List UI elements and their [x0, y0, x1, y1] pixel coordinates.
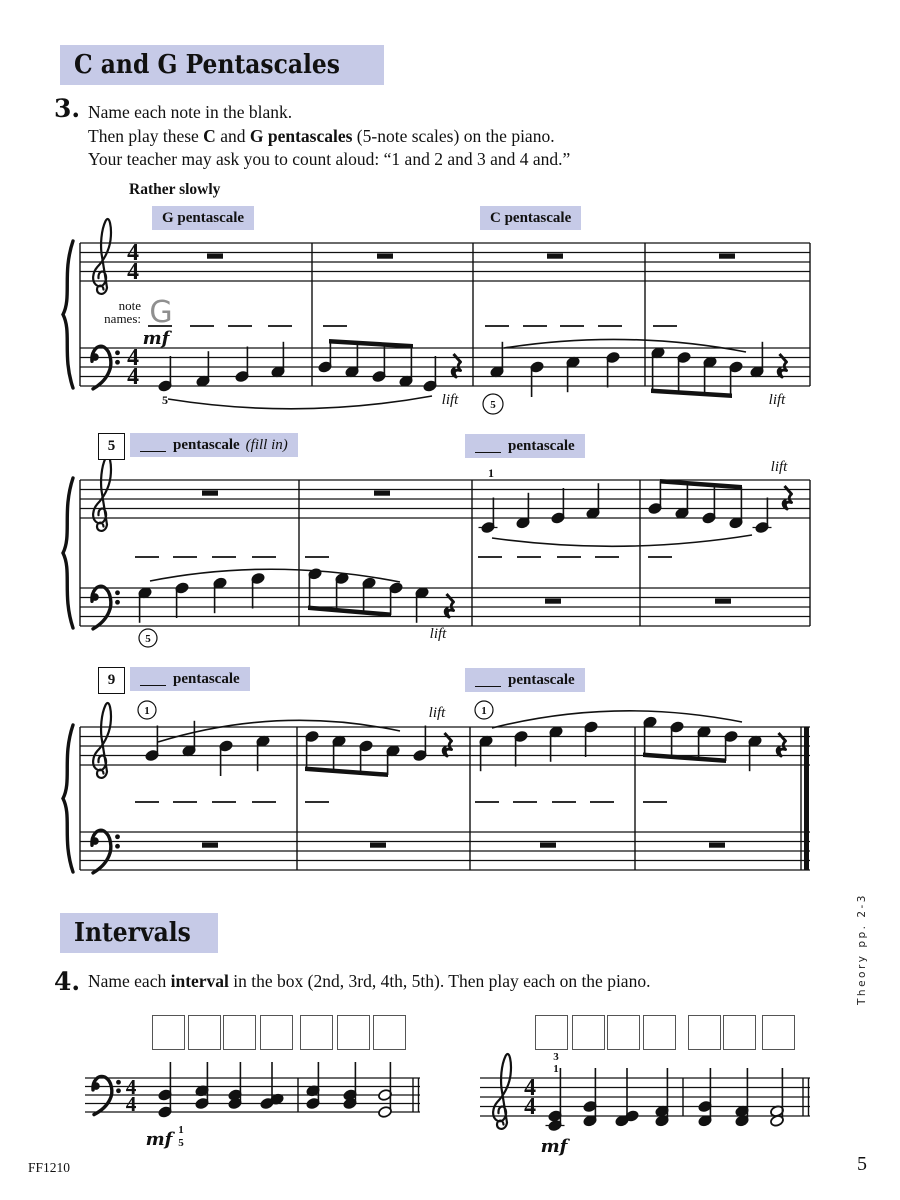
system-1 — [63, 219, 810, 414]
section-title-intervals-text: Intervals — [74, 918, 191, 948]
bass-clef-icon — [115, 360, 120, 365]
catalog-number: FF1210 — [28, 1160, 71, 1175]
slur — [492, 711, 742, 728]
time-signature-digit: 4 — [524, 1075, 536, 1101]
finger-number-5: 5 — [178, 1137, 184, 1149]
treble-clef-icon — [93, 456, 111, 531]
exercise-3-number: 3. — [54, 94, 81, 123]
treble-clef-icon — [493, 1054, 511, 1129]
note-names-label-line1: note — [118, 298, 141, 313]
interval-answer-box[interactable] — [607, 1015, 640, 1050]
section-title-pentascales-text: C and G Pentascales — [74, 50, 340, 80]
finger-circle-number: 1 — [144, 704, 150, 717]
pentascale-name-blank[interactable] — [140, 673, 166, 686]
pentascale-name-blank[interactable] — [475, 440, 501, 453]
instruction-line: Your teacher may ask you to count aloud: “1 and 2 and 3 and 4 and.” — [88, 149, 571, 169]
instruction-line: Name each note in the blank. — [88, 102, 293, 122]
time-signature-digit: 4 — [127, 345, 139, 371]
beam — [660, 479, 742, 490]
label-pentascale-word: pentascale — [173, 670, 240, 687]
note-names-label-line2: names: — [104, 311, 141, 326]
beam — [305, 767, 388, 778]
system-2 — [63, 456, 810, 647]
tempo-marking: Rather slowly — [129, 181, 221, 198]
lift-marking: lift — [770, 459, 788, 475]
whole-rest — [545, 599, 561, 604]
whole-rest — [719, 254, 735, 259]
exercise-4-number: 4. — [54, 967, 81, 996]
dynamic-mf: mf — [540, 1136, 568, 1157]
label-c-pentascale-text: C pentascale — [490, 209, 572, 226]
finger-number-1: 1 — [488, 466, 494, 480]
whole-rest — [377, 254, 393, 259]
bass-clef-icon — [92, 1082, 100, 1090]
interval-answer-box[interactable] — [688, 1015, 721, 1050]
fill-in-hint: (fill in) — [245, 436, 288, 453]
whole-rest — [547, 254, 563, 259]
bass-clef-icon — [91, 593, 99, 601]
time-signature-digit: 4 — [524, 1094, 536, 1120]
measure-number-9: 9 — [107, 672, 116, 688]
finger-circle-number: 1 — [481, 704, 487, 717]
slur — [150, 569, 400, 582]
label-g-pentascale-text: G pentascale — [162, 209, 245, 226]
whole-rest — [374, 491, 390, 496]
dynamic-mf: mf — [142, 328, 170, 349]
dynamic-mf: mf — [145, 1129, 173, 1150]
interval-answer-box[interactable] — [260, 1015, 293, 1050]
finger-number-5: 5 — [162, 393, 168, 407]
treble-clef-icon — [93, 703, 111, 778]
interval-answer-box[interactable] — [300, 1015, 333, 1050]
bass-clef-icon — [115, 590, 120, 595]
interval-answer-box[interactable] — [535, 1015, 568, 1050]
bass-clef-icon — [91, 837, 99, 845]
time-signature-digit: 4 — [125, 1092, 137, 1116]
grand-staff-brace — [63, 478, 73, 628]
finger-number-1: 1 — [553, 1063, 559, 1075]
label-c-pentascale — [480, 206, 581, 230]
measure-number-box-5 — [98, 433, 125, 460]
lift-marking: lift — [428, 705, 446, 721]
bass-clef-icon — [115, 844, 120, 849]
whole-rest — [207, 254, 223, 259]
bass-clef-icon — [115, 834, 120, 839]
whole-rest — [715, 599, 731, 604]
bass-clef-icon — [115, 350, 120, 355]
section-title-pentascales — [60, 45, 384, 85]
label-pentascale-word: pentascale — [508, 437, 575, 454]
lift-marking: lift — [441, 392, 459, 408]
interval-answer-box[interactable] — [223, 1015, 256, 1050]
note-name-answer-g: G — [149, 295, 173, 330]
instruction-line: Name each interval in the box (2nd, 3rd, 4th, 5th). Then play each on the piano. — [88, 971, 651, 991]
measure-number-box-9 — [98, 667, 125, 694]
lift-marking: lift — [768, 392, 786, 408]
bass-clef-icon — [91, 353, 99, 361]
label-pentascale-word: pentascale — [508, 671, 575, 688]
whole-rest — [370, 843, 386, 848]
finger-number-1: 1 — [178, 1124, 184, 1136]
ex4-bass-staff — [85, 1062, 420, 1150]
treble-clef-icon — [93, 219, 111, 294]
measure-number-5: 5 — [107, 438, 116, 454]
finger-circle-number: 5 — [490, 398, 496, 411]
interval-answer-box[interactable] — [188, 1015, 221, 1050]
lift-marking: lift — [429, 626, 447, 642]
label-pentascale-row3-right — [465, 668, 585, 692]
pentascale-name-blank[interactable] — [140, 439, 166, 452]
time-signature-digit: 4 — [125, 1075, 137, 1099]
beam — [329, 339, 413, 349]
label-g-pentascale — [152, 206, 254, 230]
bass-clef-icon — [115, 600, 120, 605]
time-signature-digit: 4 — [127, 364, 139, 390]
interval-answer-box[interactable] — [762, 1015, 795, 1050]
whole-rest — [709, 843, 725, 848]
interval-answer-box[interactable] — [723, 1015, 756, 1050]
time-signature-digit: 4 — [127, 259, 139, 285]
label-pentascale-word: pentascale — [173, 436, 240, 453]
exercise-4-instructions — [88, 970, 808, 994]
slur — [492, 535, 752, 546]
whole-rest — [540, 843, 556, 848]
beam — [651, 389, 732, 399]
interval-answer-box[interactable] — [572, 1015, 605, 1050]
interval-answer-box[interactable] — [373, 1015, 406, 1050]
whole-rest — [202, 843, 218, 848]
system-3 — [63, 701, 810, 873]
instruction-line: Then play these C and G pentascales (5-note scales) on the piano. — [88, 125, 555, 146]
pentascale-name-blank[interactable] — [475, 674, 501, 687]
label-pentascale-fill-in — [130, 433, 298, 457]
whole-rest — [202, 491, 218, 496]
interval-answer-box[interactable] — [337, 1015, 370, 1050]
interval-answer-box[interactable] — [152, 1015, 185, 1050]
slur — [168, 396, 432, 409]
exercise-3-instructions — [88, 101, 748, 172]
side-note-theory-pages: Theory pp. 2-3 — [856, 893, 868, 1005]
ex4-treble-staff — [480, 1051, 810, 1157]
time-signature-digit: 4 — [127, 240, 139, 266]
label-pentascale-row3-left — [130, 667, 250, 691]
page-number: 5 — [857, 1153, 867, 1175]
finger-circle-number: 5 — [145, 632, 151, 645]
beam — [643, 753, 726, 764]
interval-answer-box[interactable] — [643, 1015, 676, 1050]
bass-clef-icon — [116, 1080, 121, 1085]
bass-clef-icon — [116, 1088, 121, 1093]
grand-staff-brace — [63, 241, 73, 388]
section-title-intervals — [60, 913, 218, 953]
label-pentascale-row2-right — [465, 434, 585, 458]
grand-staff-brace — [63, 725, 73, 872]
finger-number-3: 3 — [553, 1051, 559, 1063]
slur — [504, 339, 746, 352]
